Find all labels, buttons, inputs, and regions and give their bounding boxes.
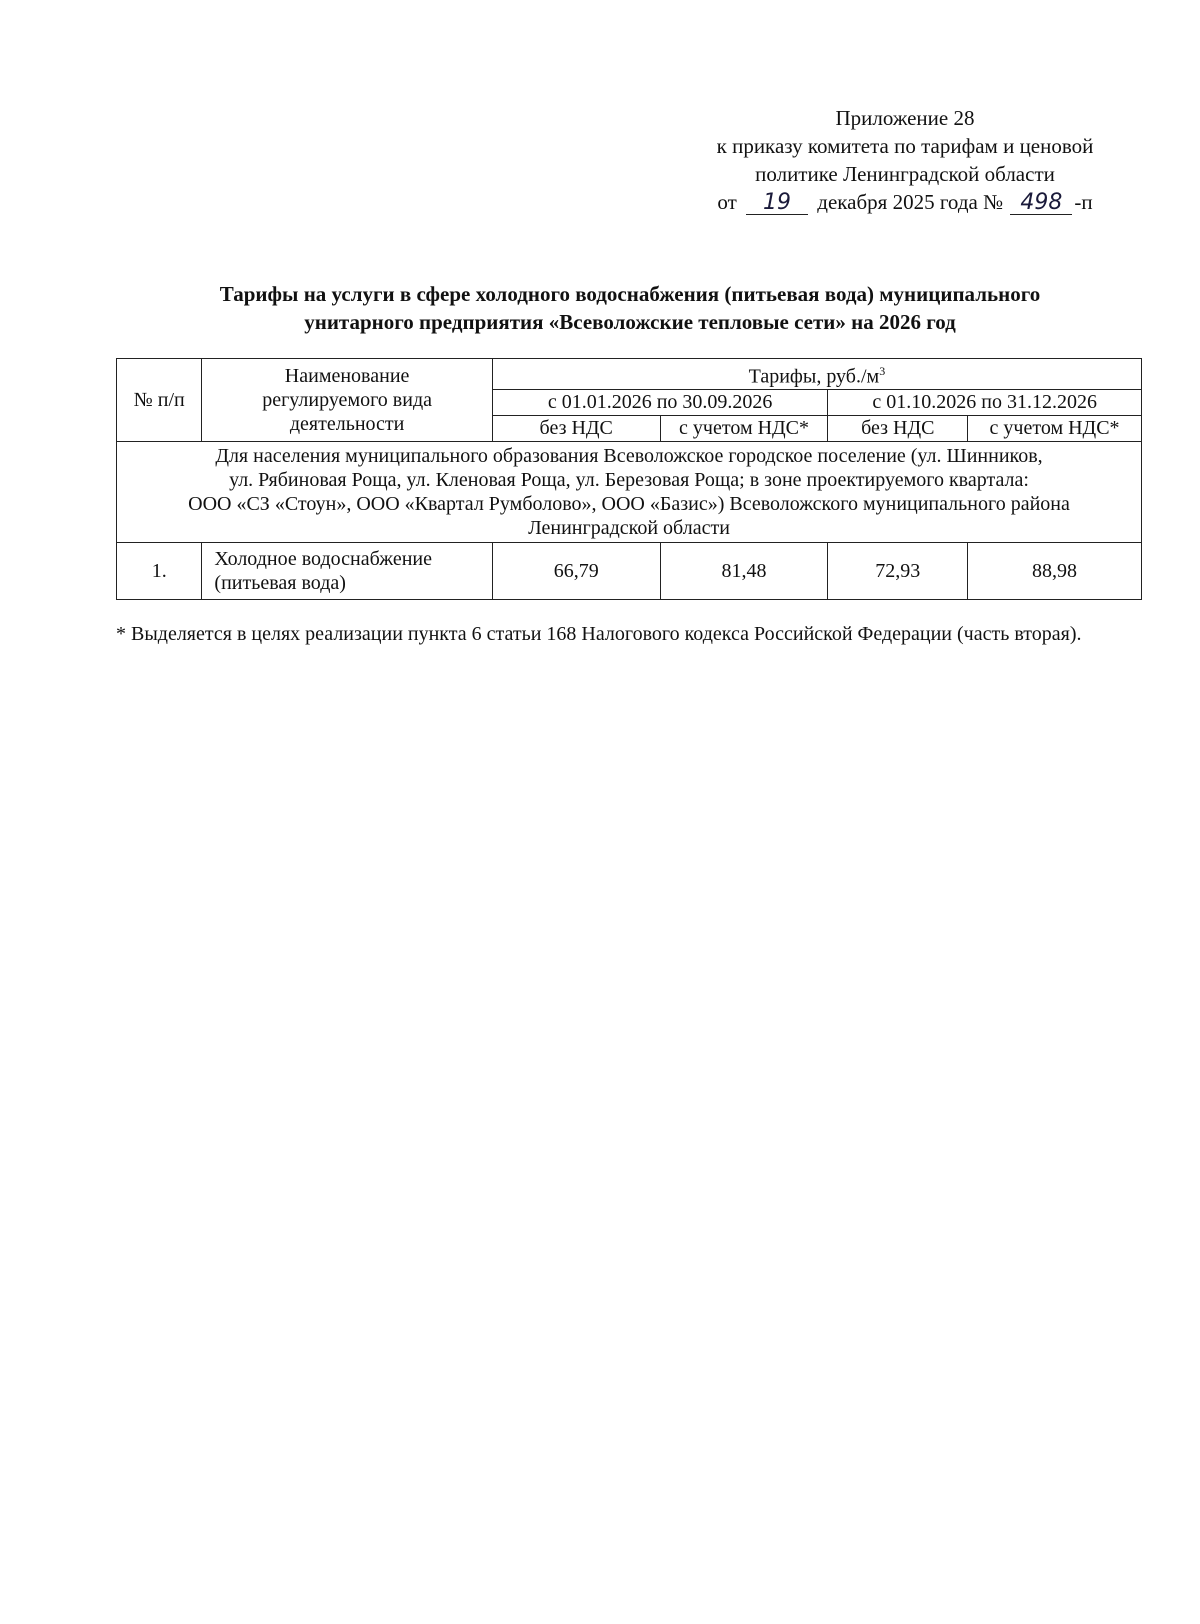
- activity-line-2: (питьевая вода): [214, 571, 346, 594]
- tariffs-header: [492, 359, 1141, 390]
- activity-line-1: Холодное водоснабжение: [214, 547, 432, 570]
- period-2-no-vat-header: без НДС: [828, 415, 968, 441]
- col-num-header: № п/п: [117, 359, 202, 442]
- tariff-table: [116, 358, 1142, 600]
- col-name-line-2: регулируемого вида: [262, 388, 432, 411]
- vat-footnote: * Выделяется в целях реализации пункта 6 статьи 168 Налогового кодекса Российской Федерации (часть вторая).: [116, 623, 1082, 645]
- period-1-with-vat-header: с учетом НДС*: [660, 415, 828, 441]
- period-2-with-vat-header: с учетом НДС*: [968, 415, 1142, 441]
- appendix-order-ref: к приказу комитета по тарифам и ценовой: [716, 134, 1094, 158]
- appendix-header: [660, 104, 1150, 216]
- col-name-header: [202, 359, 492, 442]
- table-header-row-1: [117, 359, 1142, 390]
- region-line-1: Для населения муниципального образования Всеволожское городское поселение (ул. Шинников,: [215, 444, 1043, 467]
- date-middle: декабря 2025 года №: [817, 190, 1004, 214]
- title-line-2: унитарного предприятия «Всеволожские тепловые сети» на 2026 год: [304, 310, 956, 334]
- date-day-handwritten: 19: [746, 192, 808, 215]
- col-name-line-1: Наименование: [284, 364, 410, 387]
- p2-with-vat-value: 88,98: [968, 542, 1142, 599]
- region-line-2: ул. Рябиновая Роща, ул. Кленовая Роща, ул. Березовая Роща; в зоне проектируемого квартала:: [229, 468, 1029, 491]
- p1-no-vat-value: 66,79: [492, 542, 660, 599]
- order-number-handwritten: 498: [1010, 192, 1072, 215]
- region-line-3: ООО «СЗ «Стоун», ООО «Квартал Румболово», ООО «Базис») Всеволожского муниципального района: [188, 492, 1070, 515]
- order-suffix: -п: [1074, 190, 1093, 214]
- p2-no-vat-value: 72,93: [828, 542, 968, 599]
- title-line-1: Тарифы на услуги в сфере холодного водоснабжения (питьевая вода) муниципального: [219, 282, 1041, 306]
- row-number: 1.: [117, 542, 202, 599]
- row-activity: [202, 542, 492, 599]
- period-1-header: с 01.01.2026 по 30.09.2026: [492, 389, 828, 415]
- p1-with-vat-value: 81,48: [660, 542, 828, 599]
- appendix-date-line: [660, 188, 1150, 216]
- region-description: [117, 441, 1142, 542]
- period-2-header: с 01.10.2026 по 31.12.2026: [828, 389, 1142, 415]
- appendix-title: Приложение 28: [835, 106, 975, 130]
- tariffs-header-text: Тарифы, руб./м: [748, 365, 880, 388]
- region-row: [117, 441, 1142, 542]
- appendix-committee: политике Ленинградской области: [755, 162, 1055, 186]
- table-row: [117, 542, 1142, 599]
- tariffs-unit-superscript: 3: [879, 364, 886, 378]
- date-prefix: от: [717, 190, 737, 214]
- col-name-line-3: деятельности: [289, 412, 405, 435]
- region-line-4: Ленинградской области: [528, 516, 730, 539]
- period-1-no-vat-header: без НДС: [492, 415, 660, 441]
- document-title: [110, 280, 1150, 336]
